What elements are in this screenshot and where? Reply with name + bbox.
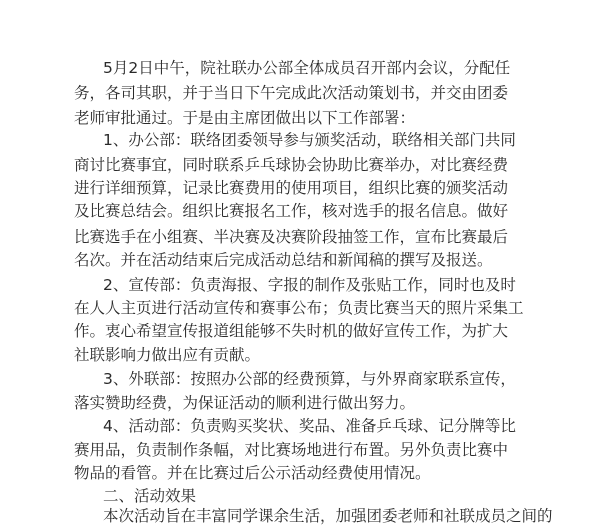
paragraph-line: 赛用品，负责制作条幅，对比赛场地进行布置。另外负责比赛中 — [74, 441, 509, 459]
paragraph-line: 比赛选手在小组赛、半决赛及决赛阶段抽签工作，宣布比赛最后 — [74, 228, 509, 246]
section-heading: 二、活动效果 — [103, 487, 197, 505]
paragraph-line: 3、外联部：按照办公部的经费预算，与外界商家联系宣传， — [103, 370, 516, 388]
paragraph-line: 老师审批通过。于是由主席团做出以下工作部署： — [74, 109, 416, 127]
paragraph-line: 2、宣传部：负责海报、字报的制作及张贴工作，同时也及时 — [103, 276, 516, 294]
paragraph-line: 商讨比赛事宜，同时联系乒乓球协会协助比赛举办，对比赛经费 — [74, 156, 509, 174]
paragraph-line: 作。衷心希望宣传报道组能够不失时机的做好宣传工作，为扩大 — [74, 322, 509, 340]
paragraph-line: 5月2日中午，院社联办公部全体成员召开部内会议，分配任 — [103, 59, 511, 77]
paragraph-line: 及比赛总结会。组织比赛报名工作，核对选手的报名信息。做好 — [74, 202, 509, 220]
paragraph-line: 1、办公部：联络团委领导参与颁奖活动，联络相关部门共同 — [103, 131, 516, 149]
paragraph-line: 名次。并在活动结束后完成活动总结和新闻稿的撰写及报送。 — [74, 251, 493, 269]
paragraph-line: 物品的看管。并在比赛过后公示活动经费使用情况。 — [74, 464, 431, 482]
paragraph-line: 社联影响力做出应有贡献。 — [74, 346, 261, 364]
paragraph-line: 落实赞助经费，为保证活动的顺利进行做出努力。 — [74, 394, 416, 412]
paragraph-line: 4、活动部：负责购买奖状、奖品、准备乒乓球、记分牌等比 — [103, 417, 516, 435]
paragraph-line: 在人人主页进行活动宣传和赛事公布；负责比赛当天的照片采集工 — [74, 299, 524, 317]
paragraph-line: 进行详细预算，记录比赛费用的使用项目，组织比赛的颁奖活动 — [74, 179, 509, 197]
paragraph-line: 务，各司其职，并于当日下午完成此次活动策划书，并交由团委 — [74, 84, 509, 102]
paragraph-line: 本次活动旨在丰富同学课余生活，加强团委老师和社联成员之间的 — [103, 507, 553, 525]
